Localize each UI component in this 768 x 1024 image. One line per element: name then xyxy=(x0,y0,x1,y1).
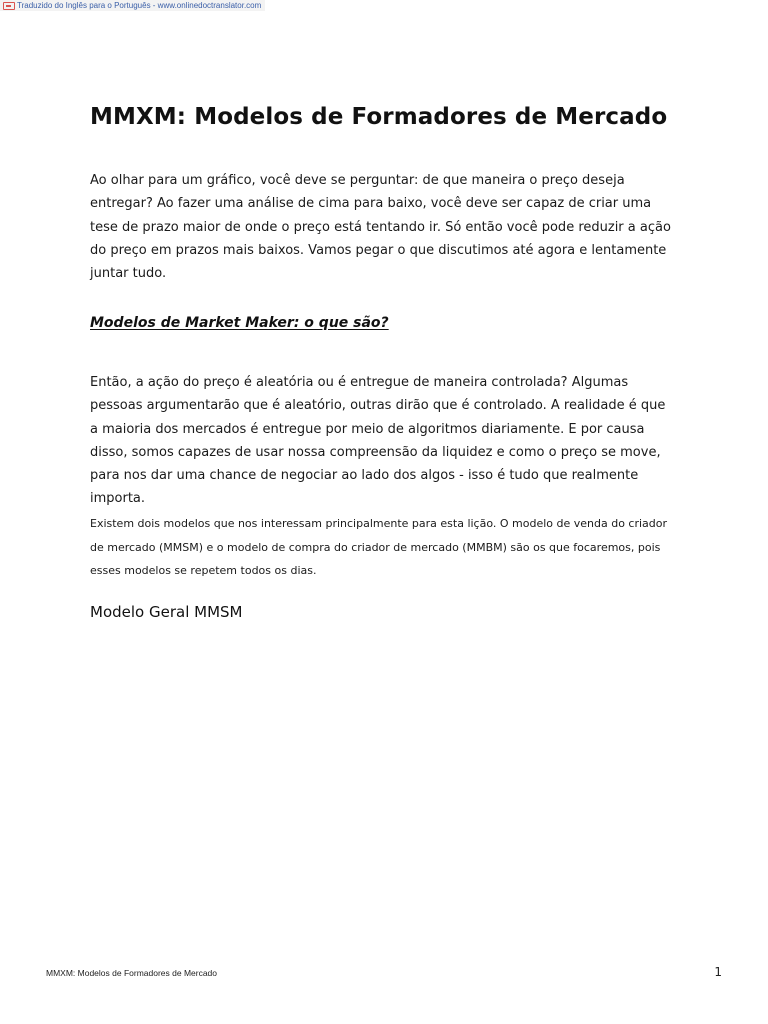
page-title xyxy=(90,104,667,130)
intro-paragraph: Ao olhar para um gráfico, você deve se perguntar: de que maneira o preço deseja entregar? Ao fazer uma análise de cima para baixo, você deve ser capaz de criar uma tese de prazo maior de onde o preço está tentando ir. Só então você pode reduzir a ação do preço em prazos mais baixos. Vamos pegar o que discutimos até agora e lentamente juntar tudo. xyxy=(90,173,671,282)
body-paragraph: Então, a ação do preço é aleatória ou é entregue de maneira controlada? Algumas pessoas argumentarão que é aleatório, outras dirão que é controlado. A realidade é que a maioria dos mercados é entregue por meio de algoritmos diariamente. E por causa disso, somos capazes de usar nossa compreensão da liquidez e como o preço se move, para nos dar uma chance de negociar ao lado dos algos - isso é tudo que realmente importa. xyxy=(90,375,666,507)
translator-banner-text[interactable]: Traduzido do Inglês para o Português - www.onlinedoctranslator.com xyxy=(17,1,262,10)
subheading-mmsm: Modelo Geral MMSM xyxy=(90,603,243,621)
page-number: 1 xyxy=(714,965,722,979)
translator-banner[interactable] xyxy=(0,0,265,11)
small-paragraph: Existem dois modelos que nos interessam principalmente para esta lição. O modelo de venda do criador de mercado (MMSM) e o modelo de compra do criador de mercado (MMBM) são os que focaremos, pois esses modelos se repetem todos os dias. xyxy=(90,517,668,577)
section-heading: Modelos de Market Maker: o que são? xyxy=(90,315,389,331)
page-title-text: MMXM: Modelos de Formadores de Mercado xyxy=(90,104,668,130)
footer-title: MMXM: Modelos de Formadores de Mercado xyxy=(46,968,218,978)
pdf-file-icon xyxy=(3,2,15,10)
